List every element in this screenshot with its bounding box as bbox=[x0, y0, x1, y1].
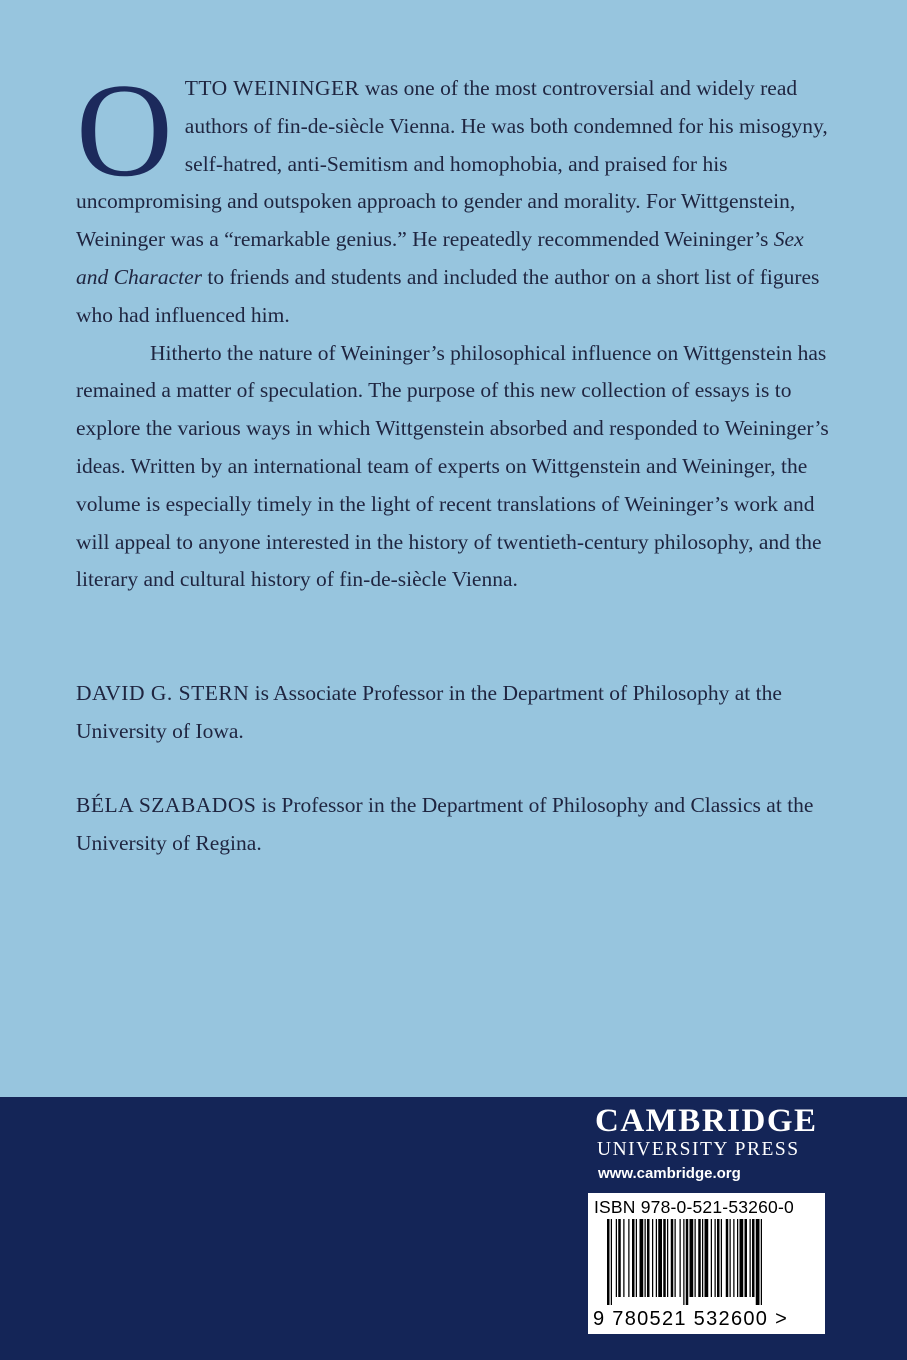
barcode-bar bbox=[756, 1219, 760, 1305]
barcode-bar bbox=[750, 1219, 751, 1297]
barcode-bar bbox=[671, 1219, 674, 1297]
book-title-italic: Sex and Character bbox=[76, 227, 804, 289]
opening-small-caps: TTO WEININGER bbox=[184, 76, 360, 100]
barcode-bar bbox=[698, 1219, 701, 1297]
barcode-bar bbox=[663, 1219, 666, 1297]
author-name: DAVID G. STERN bbox=[76, 681, 250, 705]
barcode-bar bbox=[667, 1219, 668, 1297]
author-name: BÉLA SZABADOS bbox=[76, 793, 257, 817]
barcode-bar bbox=[717, 1219, 720, 1297]
barcode-bar bbox=[761, 1219, 762, 1305]
barcode-bar bbox=[618, 1219, 621, 1297]
barcode-bar bbox=[721, 1219, 722, 1297]
barcode-bar bbox=[737, 1219, 738, 1297]
author-bio-stern bbox=[76, 675, 846, 751]
barcode-bar bbox=[632, 1219, 635, 1297]
barcode-icon bbox=[597, 1219, 819, 1305]
barcode-bar bbox=[752, 1219, 755, 1297]
barcode-bar bbox=[675, 1219, 676, 1297]
barcode-bar bbox=[745, 1219, 748, 1297]
blurb bbox=[76, 56, 836, 599]
author-bio-text: is Professor in the Department of Philosophy and Classics at the University of Regina. bbox=[76, 793, 814, 855]
barcode-bar bbox=[733, 1219, 734, 1297]
barcode-bar bbox=[645, 1219, 646, 1297]
barcode-bar bbox=[640, 1219, 644, 1297]
barcode-bar bbox=[730, 1219, 731, 1297]
barcode-bar bbox=[636, 1219, 637, 1297]
barcode-bar bbox=[683, 1219, 684, 1305]
barcode-bar bbox=[686, 1219, 689, 1305]
isbn-label: ISBN 978-0-521-53260-0 bbox=[594, 1197, 794, 1217]
barcode-bar bbox=[647, 1219, 650, 1297]
barcode-bar bbox=[623, 1219, 624, 1297]
barcode-bar bbox=[726, 1219, 729, 1297]
publisher-logo-name: CAMBRIDGE bbox=[595, 1103, 818, 1139]
barcode-bar bbox=[715, 1219, 716, 1297]
blurb-paragraph-1 bbox=[76, 56, 836, 335]
author-bio-text: is Associate Professor in the Department of Philosophy at the University of Iowa. bbox=[76, 681, 782, 743]
publisher-logo-subtitle: UNIVERSITY PRESS bbox=[597, 1139, 800, 1160]
barcode-bar bbox=[611, 1219, 612, 1305]
barcode-bar bbox=[695, 1219, 696, 1297]
barcode-bar bbox=[658, 1219, 662, 1297]
barcode-bar bbox=[705, 1219, 709, 1297]
barcode-bar bbox=[690, 1219, 694, 1297]
barcode-bar bbox=[607, 1219, 610, 1305]
drop-cap: O bbox=[76, 56, 173, 204]
barcode-bar bbox=[702, 1219, 703, 1297]
barcode-bar bbox=[680, 1219, 681, 1297]
blurb-text-b: to friends and students and included the author on a short list of figures who had influenced him. bbox=[76, 264, 820, 327]
barcode-bar bbox=[656, 1219, 657, 1297]
barcode-bar bbox=[616, 1219, 617, 1297]
blurb-paragraph-2: Hitherto the nature of Weininger’s philosophical influence on Wittgenstein has remained a matter of speculation. The purpose of this new collection of essays is to explore the various ways in which Wittgenstein absorbed and responded to Weininger’s ideas. Written by an international team of experts on Wittgenstein and Weininger, the volume is especially timely in the light of recent translations of Weininger’s work and will appeal to anyone interested in the history of twentieth-century philosophy, and the literary and cultural history of fin-de-siècle Vienna. bbox=[76, 340, 829, 592]
barcode-bar bbox=[652, 1219, 653, 1297]
author-bio-szabados bbox=[76, 787, 846, 863]
publisher-url: www.cambridge.org bbox=[598, 1165, 741, 1182]
barcode-bar bbox=[628, 1219, 629, 1297]
barcode-bar bbox=[711, 1219, 712, 1297]
barcode-digits: 9 780521 532600 > bbox=[593, 1308, 789, 1330]
blurb-text-a: was one of the most controversial and widely read authors of fin-de-siècle Vienna. He was both condemned for his misogyny, self-hatred, anti-Semitism and homophobia, and praised for his uncompromising and outspoken approach to gender and morality. For Wittgenstein, Weininger was a “remarkable genius.” He repeatedly recommended Weininger’s bbox=[76, 76, 828, 252]
barcode-bar bbox=[740, 1219, 744, 1297]
